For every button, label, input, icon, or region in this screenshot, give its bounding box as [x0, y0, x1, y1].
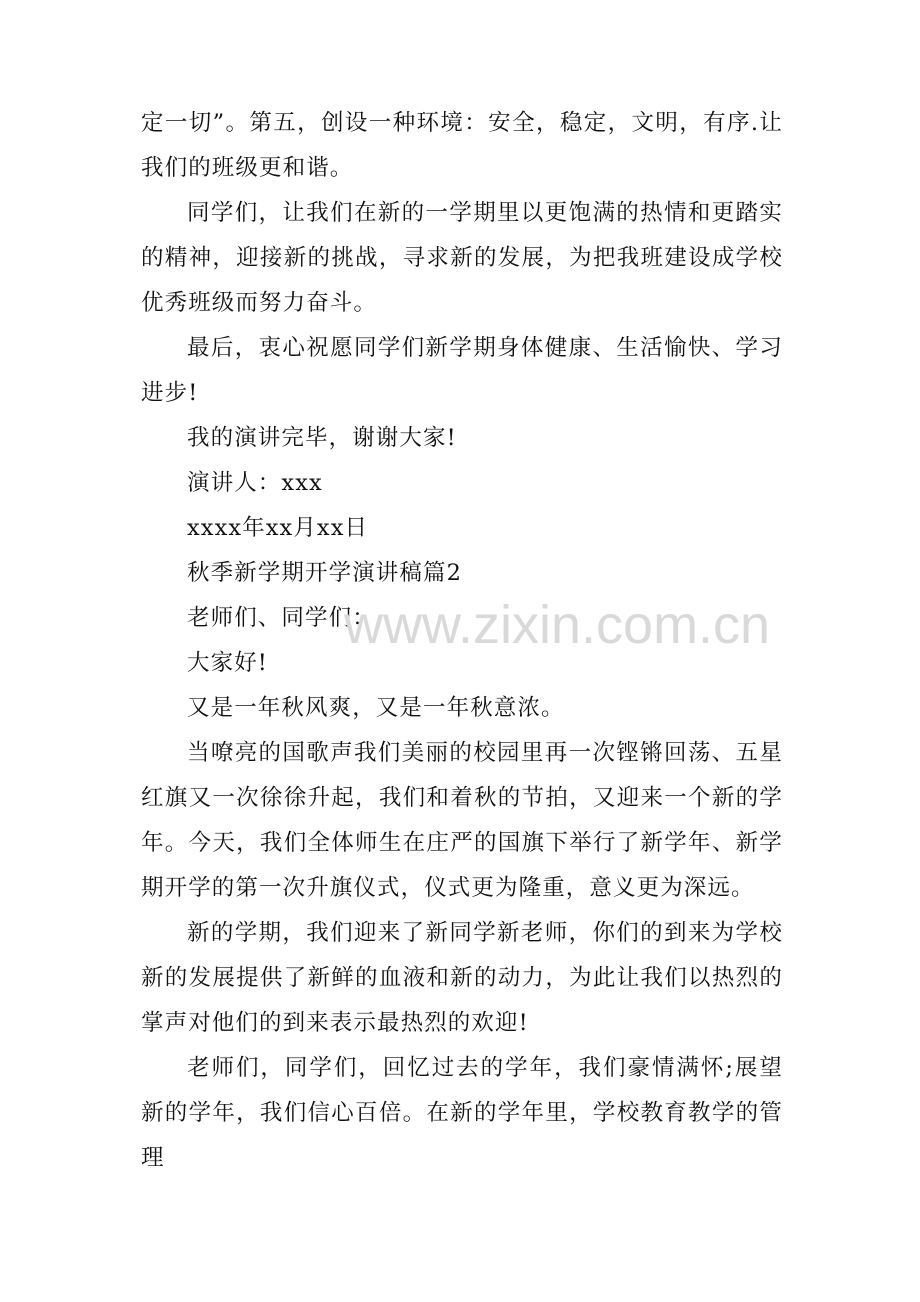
paragraph-12: 新的学期，我们迎来了新同学新老师，你们的到来为学校新的发展提供了新鲜的血液和新的动力，为此让我们以热烈的掌声对他们的到来表示最热烈的欢迎! [141, 920, 783, 1036]
salutation: 老师们、同学们： [187, 605, 376, 631]
paragraph-1: 定一切”。第五，创设一种环境：安全，稳定，文明，有序.让我们的班级更和谐。 [141, 110, 783, 181]
paragraph-4: 我的演讲完毕，谢谢大家! [187, 425, 457, 451]
paragraph-13: 老师们，同学们，回忆过去的学年，我们豪情满怀;展望新的学年，我们信心百倍。在新的学年里，学校教育教学的管理 [141, 1055, 783, 1171]
date-line: xxxx年xx月xx日 [187, 515, 369, 541]
speaker-line: 演讲人：xxx [187, 470, 323, 496]
paragraph-10: 又是一年秋风爽，又是一年秋意浓。 [187, 695, 565, 721]
document-body [141, 101, 783, 1181]
watermark: www.zixin.com.cn [344, 595, 771, 655]
paragraph-11: 当嘹亮的国歌声我们美丽的校园里再一次铿锵回荡、五星红旗又一次徐徐升起，我们和着秋的节拍，又迎来一个新的学年。今天，我们全体师生在庄严的国旗下举行了新学年、新学期开学的第一次升旗仪式，仪式更为隆重，意义更为深远。 [141, 740, 783, 901]
paragraph-3: 最后，衷心祝愿同学们新学期身体健康、生活愉快、学习进步! [141, 335, 783, 406]
paragraph-2: 同学们，让我们在新的一学期里以更饱满的热情和更踏实的精神，迎接新的挑战，寻求新的发展，为把我班建设成学校优秀班级而努力奋斗。 [141, 200, 783, 316]
greeting: 大家好! [187, 650, 268, 676]
section-title: 秋季新学期开学演讲稿篇2 [187, 560, 463, 586]
